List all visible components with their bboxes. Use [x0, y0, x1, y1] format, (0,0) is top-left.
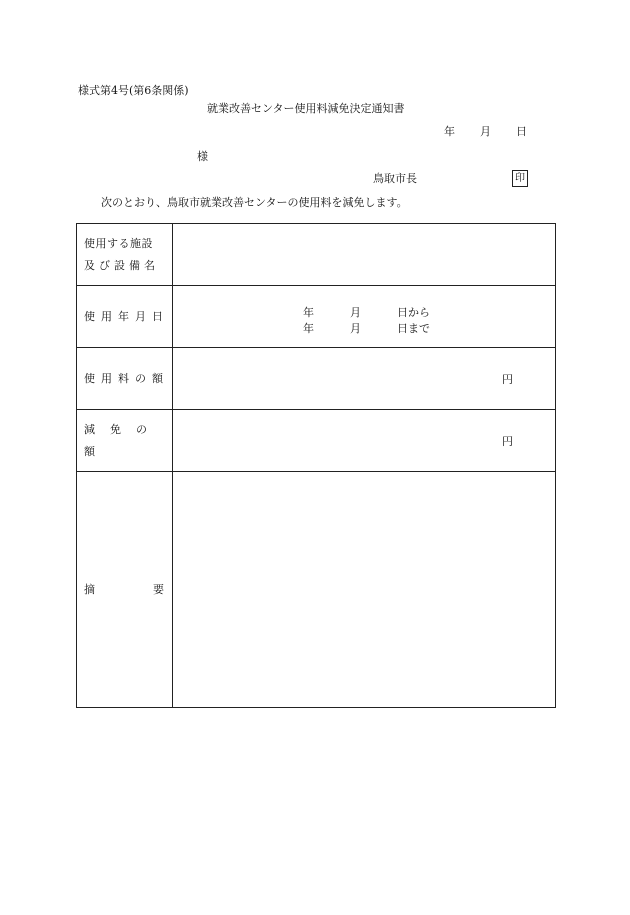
- period-to-year: 年: [303, 321, 314, 335]
- period-from: [303, 304, 430, 320]
- facility-label-line1: 使用する施設: [84, 236, 153, 250]
- facility-value: [173, 224, 556, 286]
- addressee-suffix: 様: [197, 150, 208, 163]
- remarks-label-right: 要: [153, 582, 164, 596]
- fee-label: [77, 348, 173, 410]
- table-row-facility: [77, 224, 556, 286]
- seal-mark: 印: [512, 170, 528, 187]
- reduction-label: [77, 410, 173, 472]
- reduction-unit: 円: [502, 434, 513, 448]
- notice-body-text: 次のとおり、鳥取市就業改善センターの使用料を減免します。: [101, 196, 408, 209]
- remarks-value: [173, 472, 556, 708]
- issuer-name: 鳥取市長: [373, 172, 417, 185]
- reduction-details-table: [76, 223, 556, 708]
- facility-label-line2: 及び設備名: [84, 258, 159, 272]
- table-row-reduction: [77, 410, 556, 472]
- period-label-text: 使用年月日: [84, 309, 169, 323]
- period-value: [173, 286, 556, 348]
- period-from-year: 年: [303, 305, 314, 319]
- fee-value: [173, 348, 556, 410]
- remarks-label-left: 摘: [84, 582, 95, 596]
- remarks-label: [77, 472, 173, 708]
- table-row-fee: [77, 348, 556, 410]
- fee-unit: 円: [502, 372, 513, 386]
- period-from-month: 月: [350, 305, 361, 319]
- issue-date: [444, 126, 527, 137]
- reduction-label-text: 減免の額: [84, 422, 162, 458]
- date-year: 年: [444, 125, 455, 138]
- date-month: 月: [480, 125, 491, 138]
- period-to-month: 月: [350, 321, 361, 335]
- period-to: [303, 320, 430, 336]
- table-row-remarks: [77, 472, 556, 708]
- facility-label: [77, 224, 173, 286]
- period-label: [77, 286, 173, 348]
- document-title: 就業改善センター使用料減免決定通知書: [207, 102, 405, 115]
- fee-label-text: 使用料の額: [84, 371, 169, 385]
- table-row-period: [77, 286, 556, 348]
- period-to-day: 日まで: [397, 321, 430, 335]
- period-from-day: 日から: [397, 305, 430, 319]
- form-number: 様式第4号(第6条関係): [78, 84, 189, 97]
- date-day: 日: [516, 125, 527, 138]
- reduction-value: [173, 410, 556, 472]
